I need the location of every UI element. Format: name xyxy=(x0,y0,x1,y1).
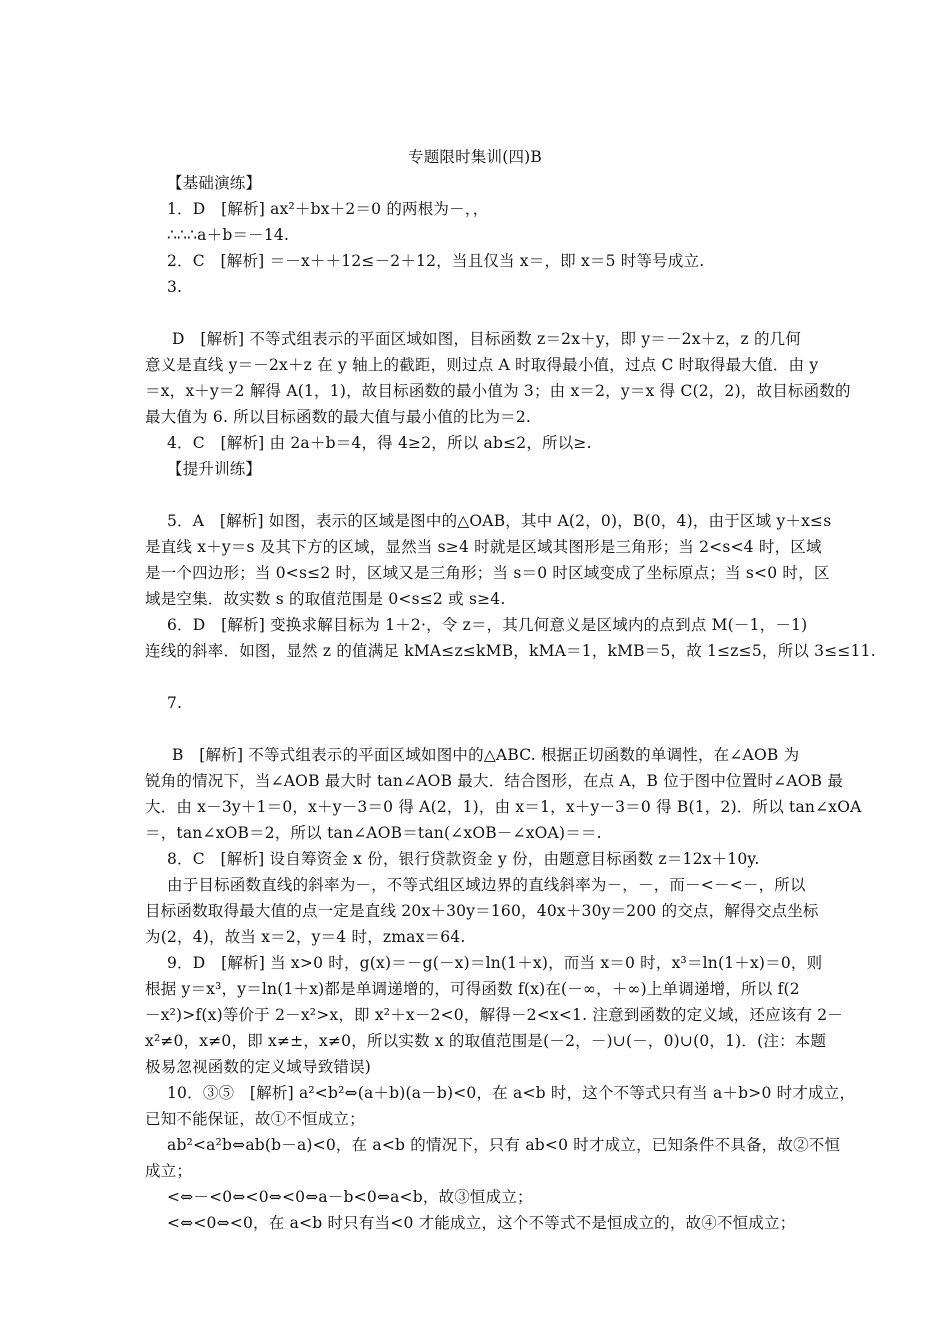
text-line: 为(2，4)，故当 x＝2，y＝4 时，zmax＝64. xyxy=(145,928,466,946)
text-line: <⇔－<0⇔<0⇔<0⇔a－b<0⇔a<b，故③恒成立； xyxy=(167,1188,533,1206)
text-line: 5．A [解析] 如图，表示的区域是图中的△OAB，其中 A(2，0)，B(0，4)，由于区域 y＋x≤s xyxy=(167,512,832,530)
section-heading-basic: 【基础演练】 xyxy=(167,174,262,192)
page-title: 专题限时集训(四)B xyxy=(408,148,542,166)
text-line: 是一个四边形；当 0<s≤2 时，区域又是三角形；当 s＝0 时区域变成了坐标原点；当 s<0 时，区 xyxy=(145,564,830,582)
text-line: 极易忽视函数的定义域导致错误) xyxy=(145,1058,372,1076)
text-line: B [解析] 不等式组表示的平面区域如图中的△ABC. 根据正切函数的单调性，在∠AOB 为 xyxy=(172,746,800,764)
text-line: 是直线 x＋y＝s 及其下方的区域，显然当 s≥4 时就是区域其图形是三角形；当 2<s<4 时，区域 xyxy=(145,538,822,556)
text-line: 域是空集．故实数 s 的取值范围是 0<s≤2 或 s≥4. xyxy=(145,590,506,608)
text-line: 连线的斜率．如图，显然 z 的值满足 kMA≤z≤kMB，kMA＝1，kMB＝5，故 1≤z≤5，所以 3≤≤11. xyxy=(145,642,876,660)
text-line: ab²<a²b⇔ab(b－a)<0，在 a<b 的情况下，只有 ab<0 时才成立，已知条件不具备，故②不恒 xyxy=(167,1136,841,1154)
text-line: 已知不能保证，故①不恒成立； xyxy=(145,1110,365,1128)
text-line: 大．由 x－3y＋1＝0，x＋y－3＝0 得 A(2，1)，由 x＝1，x＋y－3＝0 得 B(1，2)．所以 tan∠xOA xyxy=(145,798,862,816)
text-line: 9．D [解析] 当 x>0 时，g(x)＝－g(－x)＝ln(1＋x)，而当 x＝0 时，x³＝ln(1＋x)＝0，则 xyxy=(167,954,823,972)
text-line: 10．③⑤ [解析] a²<b²⇔(a＋b)(a－b)<0，在 a<b 时，这个不等式只有当 a＋b>0 时才成立， xyxy=(167,1084,856,1102)
text-line: <⇔<0⇔<0，在 a<b 时只有当<0 才能成立，这个不等式不是恒成立的，故④不恒成立； xyxy=(167,1214,796,1232)
text-line: ＝，tan∠xOB＝2，所以 tan∠AOB＝tan(∠xOB－∠xOA)＝＝. xyxy=(145,824,602,842)
text-line: 2．C [解析] ＝－x＋＋12≤－2＋12，当且仅当 x＝，即 x＝5 时等号成立. xyxy=(167,252,705,270)
section-heading-advanced: 【提升训练】 xyxy=(167,460,262,478)
text-line: －x²)>f(x)等价于 2－x²>x，即 x²＋x－2<0，解得－2<x<1. 注意到函数的定义域，还应该有 2－ xyxy=(145,1006,844,1024)
text-line: 成立； xyxy=(145,1162,193,1180)
text-line: 最大值为 6. 所以目标函数的最大值与最小值的比为＝2. xyxy=(145,408,532,426)
text-line: 1．D [解析] ax²＋bx＋2＝0 的两根为－，， xyxy=(167,200,489,218)
text-line: 目标函数取得最大值的点一定是直线 20x＋30y＝160，40x＋30y＝200 的交点，解得交点坐标 xyxy=(145,902,819,920)
text-line: 4．C [解析] 由 2a＋b＝4，得 4≥2，所以 ab≤2，所以≥. xyxy=(167,434,592,452)
text-line: 3. xyxy=(167,278,183,296)
text-line: D [解析] 不等式组表示的平面区域如图，目标函数 z＝2x＋y，即 y＝－2x＋z，z 的几何 xyxy=(172,330,802,348)
text-line: 8．C [解析] 设自筹资金 x 份，银行贷款资金 y 份，由题意目标函数 z＝12x＋10y. xyxy=(167,850,760,868)
text-line: 锐角的情况下，当∠AOB 最大时 tan∠AOB 最大．结合图形，在点 A，B 位于图中位置时∠AOB 最 xyxy=(145,772,844,790)
text-line: 7. xyxy=(167,694,183,712)
text-line: ∴∴∴a＋b＝－14. xyxy=(167,226,290,244)
text-line: 6．D [解析] 变换求解目标为 1＋2·，令 z＝，其几何意义是区域内的点到点 M(－1，－1) xyxy=(167,616,808,634)
text-line: x²≠0，x≠0，即 x≠±，x≠0，所以实数 x 的取值范围是(－2，－)∪(－，0)∪(0，1)．(注：本题 xyxy=(145,1032,827,1050)
text-line: ＝x，x＋y＝2 解得 A(1，1)，故目标函数的最小值为 3；由 x＝2，y＝x 得 C(2，2)，故目标函数的 xyxy=(145,382,851,400)
text-line: 由于目标函数直线的斜率为－，不等式组区域边界的直线斜率为－，－，而－<－<－，所以 xyxy=(167,876,806,894)
text-line: 根据 y＝x³，y＝ln(1＋x)都是单调递增的，可得函数 f(x)在(－∞，＋∞)上单调递增，所以 f(2 xyxy=(145,980,800,998)
text-line: 意义是直线 y＝－2x＋z 在 y 轴上的截距，则过点 A 时取得最小值，过点 C 时取得最大值．由 y xyxy=(145,356,819,374)
